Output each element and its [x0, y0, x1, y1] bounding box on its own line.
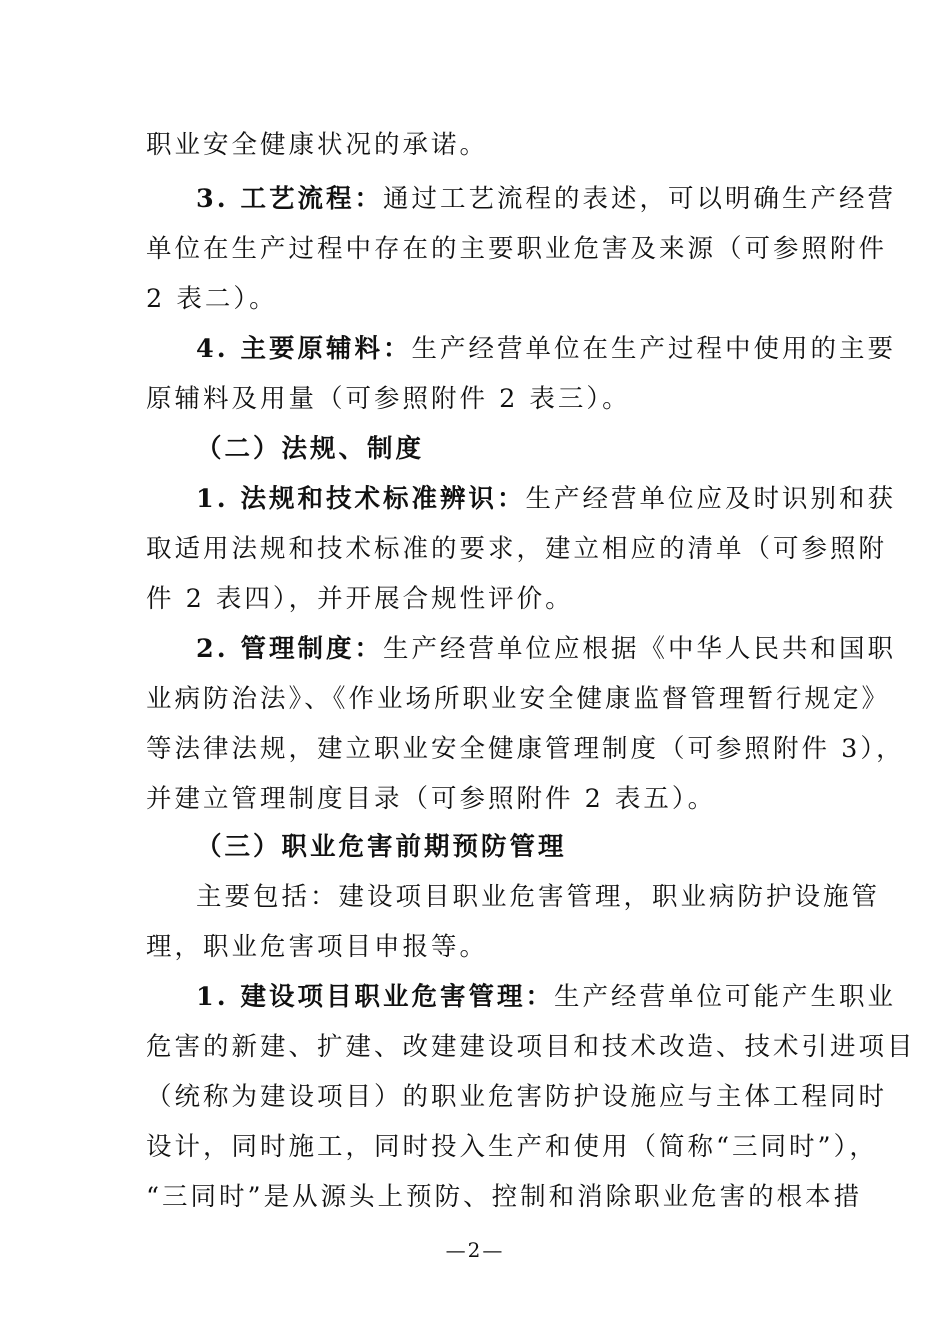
body-text-line: 设计，同时施工，同时投入生产和使用（简称“三同时”），: [146, 1132, 878, 1162]
list-item-raw-materials: [196, 332, 897, 366]
item-text: 生产经营单位可能产生职业: [554, 982, 897, 1012]
item-text: 生产经营单位应根据《中华人民共和国职: [383, 634, 897, 664]
body-text-line: 危害的新建、扩建、改建建设项目和技术改造、技术引进项目: [146, 1032, 916, 1062]
section-heading-prevention: （三）职业危害前期预防管理: [196, 832, 567, 862]
list-item-regulation-identification: [196, 482, 897, 516]
item-label: 2. 管理制度：: [196, 634, 383, 664]
item-label: 1. 法规和技术标准辨识：: [196, 484, 526, 514]
body-text-line: 并建立管理制度目录（可参照附件 2 表五）。: [146, 784, 717, 814]
body-text-line: 职业安全健康状况的承诺。: [146, 130, 489, 160]
body-text-line: 业病防治法》、《作业场所职业安全健康监督管理暂行规定》: [146, 684, 891, 714]
body-text-line: 主要包括：建设项目职业危害管理，职业病防护设施管: [196, 882, 881, 912]
list-item-process-flow: [196, 182, 897, 216]
body-text-line: 理，职业危害项目申报等。: [146, 932, 489, 962]
list-item-management-system: [196, 632, 897, 666]
list-item-construction-projects: [196, 980, 897, 1014]
body-text-line: 原辅料及用量（可参照附件 2 表三）。: [146, 384, 631, 414]
body-text-line: 2 表二）。: [146, 284, 278, 314]
body-text-line: 取适用法规和技术标准的要求，建立相应的清单（可参照附: [146, 534, 888, 564]
body-text-line: （统称为建设项目）的职业危害防护设施应与主体工程同时: [146, 1082, 888, 1112]
item-text: 通过工艺流程的表述，可以明确生产经营: [383, 184, 897, 214]
item-label: 3. 工艺流程：: [196, 184, 383, 214]
item-text: 生产经营单位在生产过程中使用的主要: [411, 334, 897, 364]
section-heading-regulations: （二）法规、制度: [196, 434, 425, 464]
body-text-line: 件 2 表四），并开展合规性评价。: [146, 584, 574, 614]
item-text: 生产经营单位应及时识别和获: [525, 484, 897, 514]
body-text-line: “三同时”是从源头上预防、控制和消除职业危害的根本措: [146, 1182, 863, 1212]
item-label: 4. 主要原辅料：: [196, 334, 412, 364]
item-label: 1. 建设项目职业危害管理：: [196, 982, 554, 1012]
body-text-line: 单位在生产过程中存在的主要职业危害及来源（可参照附件: [146, 234, 888, 264]
body-text-line: 等法律法规，建立职业安全健康管理制度（可参照附件 3），: [146, 734, 905, 764]
page-number: —2—: [445, 1238, 505, 1262]
